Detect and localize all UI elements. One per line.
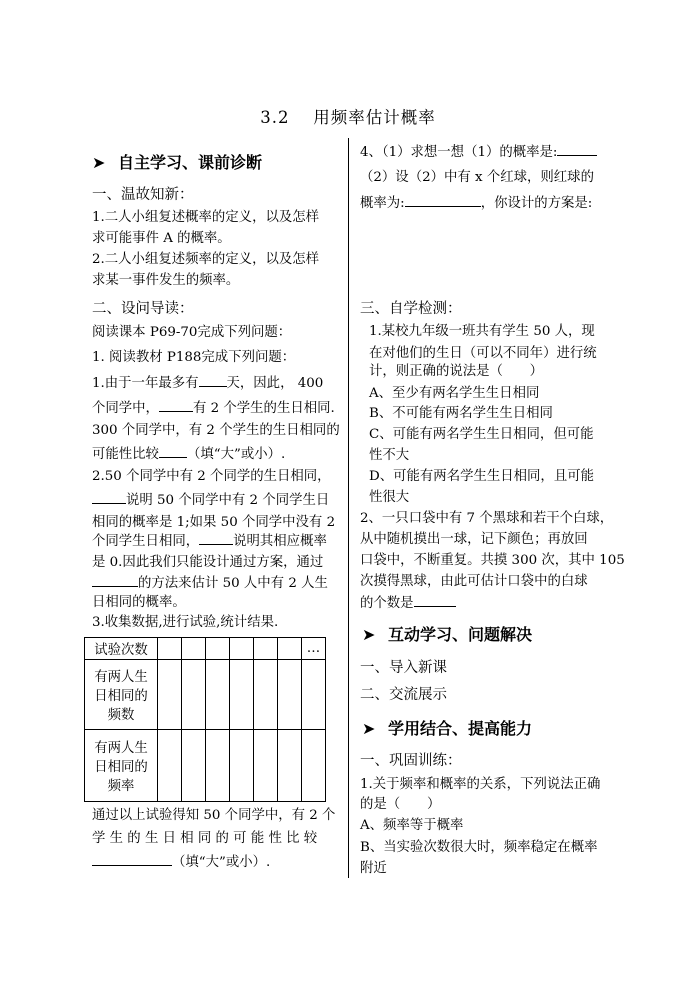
text-line: 个同学中， 有 2 个学生的生日相同. — [92, 398, 335, 419]
text-line: 1.由于一年最多有 天，因此， 400 — [92, 373, 323, 394]
option-c-cont: 性不大 — [369, 448, 410, 463]
text-line: （2）设（2）中有 x 个红球，则红球的 — [360, 170, 594, 185]
text-line: 2、一只口袋中有 7 个黑球和若干个白球， — [360, 511, 614, 526]
subheading-review: 一、温故知新： — [92, 187, 194, 203]
table-cell[interactable] — [182, 638, 206, 660]
text-line: （填“大”或小）. — [92, 852, 270, 873]
text-line: 4、（1）求想一想（1）的概率是: — [360, 142, 597, 163]
text-line: 的个数是 — [360, 593, 456, 614]
text-line: 的是（ ） — [360, 797, 441, 812]
text-line: 说明 50 个同学中有 2 个同学生日 — [92, 490, 329, 511]
table-cell[interactable] — [206, 730, 230, 802]
table-cell[interactable] — [302, 730, 326, 802]
arrow-bullet-icon: ➤ — [362, 719, 376, 738]
table-cell[interactable] — [206, 660, 230, 730]
text-line: 2.50 个同学中有 2 个同学的生日相同， — [92, 469, 331, 484]
table-cell[interactable] — [230, 638, 254, 660]
text-line: 日相同的概率。 — [92, 595, 186, 610]
option-b: B、当实验次数很大时，频率稳定在概率 — [360, 840, 598, 855]
text-line: 学 生 的 生 日 相 同 的 可 能 性 比 较 — [92, 831, 318, 846]
arrow-bullet-icon: ➤ — [92, 153, 106, 172]
text-line: 相同的概率是 1;如果 50 个同学中没有 2 — [92, 515, 336, 530]
blank-line — [159, 398, 193, 412]
option-a: A、至少有两名学生生日相同 — [369, 386, 540, 401]
text-line: 2.二人小组复述频率的定义，以及怎样 — [92, 252, 320, 267]
blank-line — [92, 852, 172, 866]
table-cell[interactable] — [278, 730, 302, 802]
blank-line — [92, 573, 138, 587]
text-line: 300 个同学中，有 2 个学生的生日相同的 — [92, 423, 340, 438]
table-cell[interactable] — [158, 638, 182, 660]
text-line: 可能性比较 （填“大”或小）. — [92, 444, 285, 465]
text-line: 1.二人小组复述概率的定义，以及怎样 — [92, 210, 320, 225]
table-cell[interactable] — [230, 730, 254, 802]
trial-results-table — [84, 637, 326, 802]
table-row-label-frequency-rate: 有两人生 日相同的 频率 — [85, 730, 158, 802]
subheading-practice: 一、巩固训练： — [360, 753, 462, 769]
table-cell[interactable] — [254, 730, 278, 802]
option-b-cont: 附近 — [360, 861, 387, 876]
text-line: 阅读课本 P69-70完成下列问题： — [92, 325, 292, 340]
table-header-cell: 试验次数 — [85, 638, 158, 660]
text-line: 1.关于频率和概率的关系，下列说法正确 — [360, 777, 601, 792]
text-line: 求可能事件 A 的概率。 — [92, 231, 231, 246]
option-b: B、不可能有两名学生生日相同 — [369, 406, 553, 421]
text-line: 1.某校九年级一班共有学生 50 人，现 — [369, 324, 595, 339]
section-heading-interactive: ➤ 互动学习、问题解决 — [362, 625, 533, 644]
table-cell[interactable] — [254, 660, 278, 730]
blank-line — [405, 193, 481, 207]
text-line: 在对他们的生日（可以不同年）进行统 — [369, 346, 597, 361]
table-cell[interactable] — [182, 730, 206, 802]
text-line: 3.收集数据,进行试验,统计结果. — [92, 615, 279, 630]
option-d-cont: 性很大 — [369, 490, 410, 505]
blank-line — [414, 593, 456, 607]
option-a: A、频率等于概率 — [360, 818, 464, 833]
arrow-bullet-icon: ➤ — [362, 625, 376, 644]
text-line: 求某一事件发生的频率。 — [92, 273, 240, 288]
blank-line — [199, 531, 233, 545]
column-divider — [348, 138, 349, 878]
table-cell[interactable] — [182, 660, 206, 730]
text-line: 通过以上试验得知 50 个同学中，有 2 个 — [92, 808, 336, 823]
subheading-exchange: 二、交流展示 — [360, 687, 447, 703]
blank-line — [92, 490, 126, 504]
text-line: 从中随机摸出一球，记下颜色；再放回 — [360, 532, 588, 547]
text-line: 是 0.因此我们只能设计通过方案，通过 — [92, 555, 324, 570]
table-cell[interactable] — [206, 638, 230, 660]
page-title: 3.2 用频率估计概率 — [260, 108, 436, 127]
text-line: 1. 阅读教材 P188完成下列问题： — [92, 350, 296, 365]
table-row-label-frequency-count: 有两人生 日相同的 频数 — [85, 660, 158, 730]
table-cell[interactable] — [158, 730, 182, 802]
text-line: 概率为: ，你设计的方案是: — [360, 193, 592, 214]
section-heading-application: ➤ 学用结合、提高能力 — [362, 719, 533, 738]
table-cell[interactable] — [278, 660, 302, 730]
subheading-self-check: 三、自学检测： — [360, 301, 462, 317]
text-line: 计，则正确的说法是（ ） — [369, 364, 544, 379]
table-cell[interactable] — [158, 660, 182, 730]
subheading-guided-reading: 二、设问导读： — [92, 301, 194, 317]
text-line: 个同学生日相同， 说明其相应概率 — [92, 531, 327, 552]
text-line: 口袋中，不断重复。共摸 300 次，其中 105 — [360, 553, 625, 568]
table-cell-ellipsis: … — [302, 638, 326, 660]
blank-line — [199, 373, 227, 387]
blank-line — [159, 444, 187, 458]
blank-line — [557, 142, 597, 156]
text-line: 次摸得黑球，由此可估计口袋中的白球 — [360, 574, 588, 589]
table-cell[interactable] — [254, 638, 278, 660]
table-cell[interactable] — [278, 638, 302, 660]
section-heading-self-study: ➤ 自主学习、课前诊断 — [92, 153, 263, 172]
option-c: C、可能有两名学生生日相同，但可能 — [369, 427, 594, 442]
subheading-intro: 一、导入新课 — [360, 660, 447, 676]
table-cell[interactable] — [302, 660, 326, 730]
option-d: D、可能有两名学生生日相同，且可能 — [369, 469, 594, 484]
text-line: 的方法来估计 50 人中有 2 人生 — [92, 573, 328, 594]
table-cell[interactable] — [230, 660, 254, 730]
